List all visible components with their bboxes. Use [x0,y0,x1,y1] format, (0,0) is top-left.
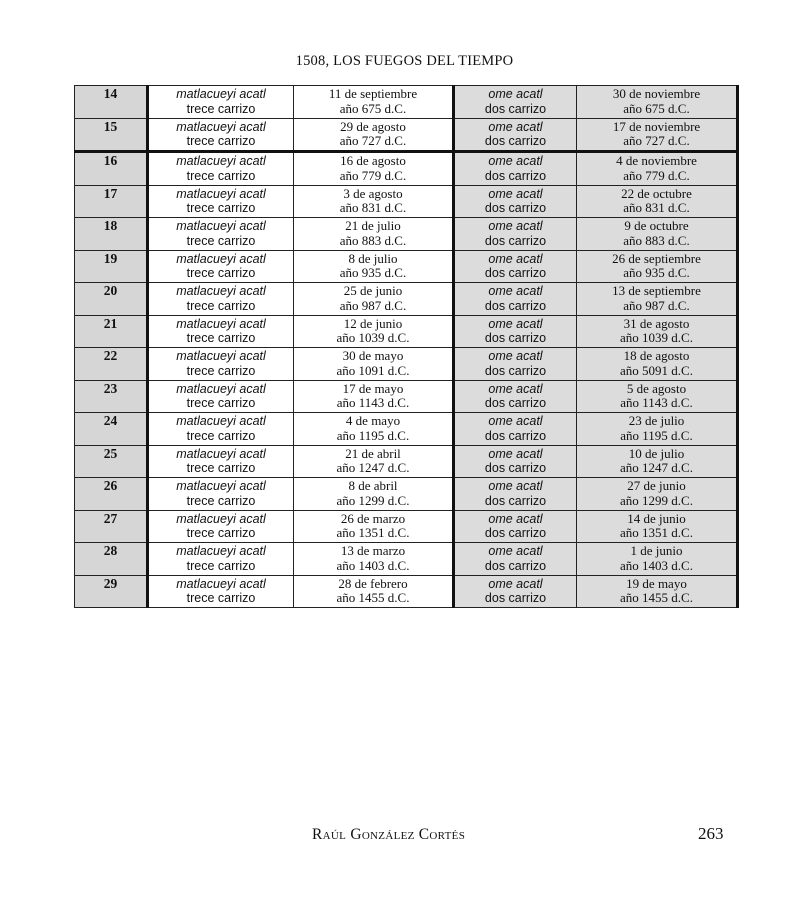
start-date: 11 de septiembre [328,86,418,102]
start-date: 30 de mayo [342,348,404,364]
start-date-cell [294,413,454,446]
cycle-number-cell: 20 [75,283,148,316]
fire-year: año 1351 d.C. [620,525,693,541]
cycle-number-cell: 18 [75,218,148,251]
start-date: 17 de mayo [342,380,404,396]
start-nahuatl-name: matlacueyi acatl [176,119,266,134]
start-date: 8 de julio [348,250,398,266]
start-year: año 987 d.C. [339,297,407,313]
fire-date-cell [577,510,738,543]
fire-nahuatl-name: ome acatl [488,316,543,331]
fire-date: 18 de agosto [623,348,690,364]
fire-nahuatl-name: ome acatl [488,219,543,234]
start-date: 29 de agosto [340,118,406,134]
fire-date: 14 de junio [627,510,686,526]
start-nahuatl-name: matlacueyi acatl [176,316,266,331]
start-name-cell [148,348,294,381]
fire-nahuatl-name: ome acatl [488,479,543,494]
fire-name-cell [454,510,577,543]
fire-date-cell [577,575,738,608]
start-name-cell [148,478,294,511]
cycle-number-cell: 23 [75,380,148,413]
fire-nahuatl-name: ome acatl [488,154,543,169]
start-name-cell [148,575,294,608]
start-date-cell [294,380,454,413]
table-row [75,413,738,446]
fire-nahuatl-name: ome acatl [488,381,543,396]
start-date: 4 de mayo [345,413,401,429]
table-row [75,543,738,576]
fire-date: 13 de septiembre [612,283,701,299]
fire-nahuatl-name: ome acatl [488,186,543,201]
cycle-number-cell: 28 [75,543,148,576]
table-row [75,86,738,119]
fire-date: 26 de septiembre [612,250,701,266]
start-spanish-name: trece carrizo [186,363,256,378]
start-date: 8 de abril [348,478,398,494]
start-name-cell [148,510,294,543]
fire-nahuatl-name: ome acatl [488,349,543,364]
start-year: año 1195 d.C. [336,427,410,443]
cycle-number-cell: 27 [75,510,148,543]
fire-date-cell [577,543,738,576]
start-date: 12 de junio [343,315,403,331]
start-year: año 1039 d.C. [336,330,410,346]
start-spanish-name: trece carrizo [186,266,256,281]
start-nahuatl-name: matlacueyi acatl [176,219,266,234]
fire-date-cell [577,250,738,283]
start-date-cell [294,283,454,316]
start-nahuatl-name: matlacueyi acatl [176,479,266,494]
cycle-number-cell: 25 [75,445,148,478]
fire-date-cell [577,218,738,251]
start-date-cell [294,218,454,251]
table-row [75,152,738,186]
start-date-cell [294,86,454,119]
fire-date-cell [577,86,738,119]
start-date: 25 de junio [343,283,403,299]
footer-author: Raúl González Cortés [312,826,466,843]
start-nahuatl-name: matlacueyi acatl [176,544,266,559]
start-date-cell [294,152,454,186]
start-year: año 1455 d.C. [336,590,410,606]
start-date-cell [294,250,454,283]
start-nahuatl-name: matlacueyi acatl [176,381,266,396]
start-date: 13 de marzo [340,543,406,559]
start-spanish-name: trece carrizo [186,298,256,313]
fire-date-cell [577,348,738,381]
start-spanish-name: trece carrizo [186,101,256,116]
start-spanish-name: trece carrizo [186,233,256,248]
start-spanish-name: trece carrizo [186,558,256,573]
fire-name-cell [454,445,577,478]
fire-year: año 1403 d.C. [620,557,693,573]
fire-spanish-name: dos carrizo [484,201,547,216]
fire-spanish-name: dos carrizo [484,134,547,149]
fire-year: año 1195 d.C. [620,427,693,443]
start-spanish-name: trece carrizo [186,331,256,346]
fire-spanish-name: dos carrizo [484,233,547,248]
start-date-cell [294,118,454,152]
fire-spanish-name: dos carrizo [484,461,547,476]
fire-date-cell [577,445,738,478]
start-spanish-name: trece carrizo [186,591,256,606]
start-date-cell [294,185,454,218]
new-fire-years-table [74,85,739,608]
start-spanish-name: trece carrizo [186,168,256,183]
start-nahuatl-name: matlacueyi acatl [176,284,266,299]
fire-spanish-name: dos carrizo [484,428,547,443]
start-date: 3 de agosto [343,185,403,201]
fire-name-cell [454,348,577,381]
fire-year: año 935 d.C. [623,265,690,281]
start-nahuatl-name: matlacueyi acatl [176,87,266,102]
start-year: año 1299 d.C. [336,492,410,508]
cycle-number-cell: 21 [75,315,148,348]
start-date: 26 de marzo [340,510,406,526]
fire-name-cell [454,315,577,348]
start-name-cell [148,86,294,119]
start-nahuatl-name: matlacueyi acatl [176,576,266,591]
table-row [75,185,738,218]
start-year: año 1403 d.C. [336,557,410,573]
table-row [75,250,738,283]
start-nahuatl-name: matlacueyi acatl [176,511,266,526]
table-row [75,348,738,381]
table-row [75,118,738,152]
start-nahuatl-name: matlacueyi acatl [176,446,266,461]
fire-year: año 727 d.C. [623,133,690,149]
fire-date: 27 de junio [627,478,686,494]
start-year: año 831 d.C. [339,200,407,216]
start-date-cell [294,348,454,381]
cycle-number-cell: 16 [75,152,148,186]
cycle-number-cell: 17 [75,185,148,218]
fire-name-cell [454,152,577,186]
fire-date: 9 de octubre [624,218,689,234]
fire-nahuatl-name: ome acatl [488,87,543,102]
fire-nahuatl-name: ome acatl [488,119,543,134]
cycle-number-cell: 15 [75,118,148,152]
start-date-cell [294,510,454,543]
fire-nahuatl-name: ome acatl [488,284,543,299]
start-date: 28 de febrero [338,575,408,591]
start-date-cell [294,575,454,608]
table-row [75,283,738,316]
table-row [75,478,738,511]
fire-spanish-name: dos carrizo [484,266,547,281]
fire-year: año 1247 d.C. [620,460,693,476]
start-name-cell [148,445,294,478]
fire-year: año 1299 d.C. [620,492,693,508]
fire-name-cell [454,118,577,152]
fire-nahuatl-name: ome acatl [488,544,543,559]
fire-name-cell [454,283,577,316]
fire-date: 22 de octubre [621,185,692,201]
start-year: año 1247 d.C. [336,460,410,476]
start-year: año 779 d.C. [339,167,407,183]
start-name-cell [148,218,294,251]
start-date: 16 de agosto [340,153,406,169]
fire-date: 5 de agosto [626,380,687,396]
fire-name-cell [454,86,577,119]
fire-year: año 675 d.C. [623,100,690,116]
fire-name-cell [454,478,577,511]
cycle-number-cell: 24 [75,413,148,446]
start-nahuatl-name: matlacueyi acatl [176,349,266,364]
table-row [75,380,738,413]
fire-spanish-name: dos carrizo [484,363,547,378]
table-row [75,315,738,348]
fire-year: año 1455 d.C. [620,590,693,606]
start-year: año 935 d.C. [339,265,407,281]
start-date-cell [294,543,454,576]
start-name-cell [148,185,294,218]
fire-year: año 1039 d.C. [620,330,693,346]
start-name-cell [148,152,294,186]
fire-date-cell [577,413,738,446]
fire-nahuatl-name: ome acatl [488,446,543,461]
start-nahuatl-name: matlacueyi acatl [176,251,266,266]
cycle-number-cell: 26 [75,478,148,511]
start-spanish-name: trece carrizo [186,428,256,443]
fire-date: 23 de julio [628,413,685,429]
start-nahuatl-name: matlacueyi acatl [176,186,266,201]
start-spanish-name: trece carrizo [186,526,256,541]
fire-date: 1 de junio [630,543,683,559]
start-nahuatl-name: matlacueyi acatl [176,154,266,169]
fire-spanish-name: dos carrizo [484,331,547,346]
fire-nahuatl-name: ome acatl [488,414,543,429]
fire-nahuatl-name: ome acatl [488,251,543,266]
start-year: año 1091 d.C. [336,362,410,378]
start-name-cell [148,380,294,413]
fire-date-cell [577,315,738,348]
table-row [75,510,738,543]
fire-spanish-name: dos carrizo [484,493,547,508]
start-date-cell [294,445,454,478]
fire-spanish-name: dos carrizo [484,591,547,606]
start-spanish-name: trece carrizo [186,396,256,411]
fire-year: año 779 d.C. [623,167,690,183]
start-date-cell [294,315,454,348]
start-spanish-name: trece carrizo [186,461,256,476]
fire-name-cell [454,575,577,608]
fire-date-cell [577,283,738,316]
fire-year: año 883 d.C. [623,232,690,248]
fire-year: año 987 d.C. [623,297,690,313]
page-number: 263 [698,824,724,843]
fire-spanish-name: dos carrizo [484,526,547,541]
running-header: 1508, LOS FUEGOS DEL TIEMPO [295,53,514,69]
fire-name-cell [454,185,577,218]
fire-date: 10 de julio [628,445,685,461]
fire-name-cell [454,250,577,283]
fire-date: 31 de agosto [623,315,690,331]
table-row [75,445,738,478]
start-year: año 675 d.C. [339,100,407,116]
start-name-cell [148,315,294,348]
fire-spanish-name: dos carrizo [484,101,547,116]
start-spanish-name: trece carrizo [186,201,256,216]
start-year: año 883 d.C. [339,232,407,248]
cycle-number-cell: 22 [75,348,148,381]
start-name-cell [148,283,294,316]
cycle-number-cell: 19 [75,250,148,283]
start-year: año 727 d.C. [339,133,407,149]
start-name-cell [148,543,294,576]
fire-date: 19 de mayo [626,575,687,591]
start-spanish-name: trece carrizo [186,134,256,149]
start-date: 21 de abril [345,445,401,461]
fire-date-cell [577,380,738,413]
fire-name-cell [454,543,577,576]
table-row [75,218,738,251]
fire-spanish-name: dos carrizo [484,298,547,313]
fire-name-cell [454,218,577,251]
fire-spanish-name: dos carrizo [484,168,547,183]
start-nahuatl-name: matlacueyi acatl [176,414,266,429]
fire-spanish-name: dos carrizo [484,396,547,411]
fire-date: 4 de noviembre [616,153,697,169]
cycle-number-cell: 14 [75,86,148,119]
fire-date: 17 de noviembre [612,118,701,134]
start-spanish-name: trece carrizo [186,493,256,508]
fire-spanish-name: dos carrizo [484,558,547,573]
fire-nahuatl-name: ome acatl [488,511,543,526]
fire-date-cell [577,118,738,152]
fire-nahuatl-name: ome acatl [488,576,543,591]
cycle-number-cell: 29 [75,575,148,608]
fire-date-cell [577,185,738,218]
fire-name-cell [454,380,577,413]
fire-date-cell [577,152,738,186]
start-name-cell [148,118,294,152]
start-name-cell [148,250,294,283]
fire-year: año 831 d.C. [623,200,690,216]
start-name-cell [148,413,294,446]
fire-date: 30 de noviembre [612,86,701,102]
start-year: año 1143 d.C. [336,395,410,411]
fire-year: año 5091 d.C. [620,362,693,378]
start-date: 21 de julio [345,218,401,234]
fire-date-cell [577,478,738,511]
start-year: año 1351 d.C. [336,525,410,541]
start-date-cell [294,478,454,511]
fire-year: año 1143 d.C. [620,395,693,411]
fire-name-cell [454,413,577,446]
table-row [75,575,738,608]
